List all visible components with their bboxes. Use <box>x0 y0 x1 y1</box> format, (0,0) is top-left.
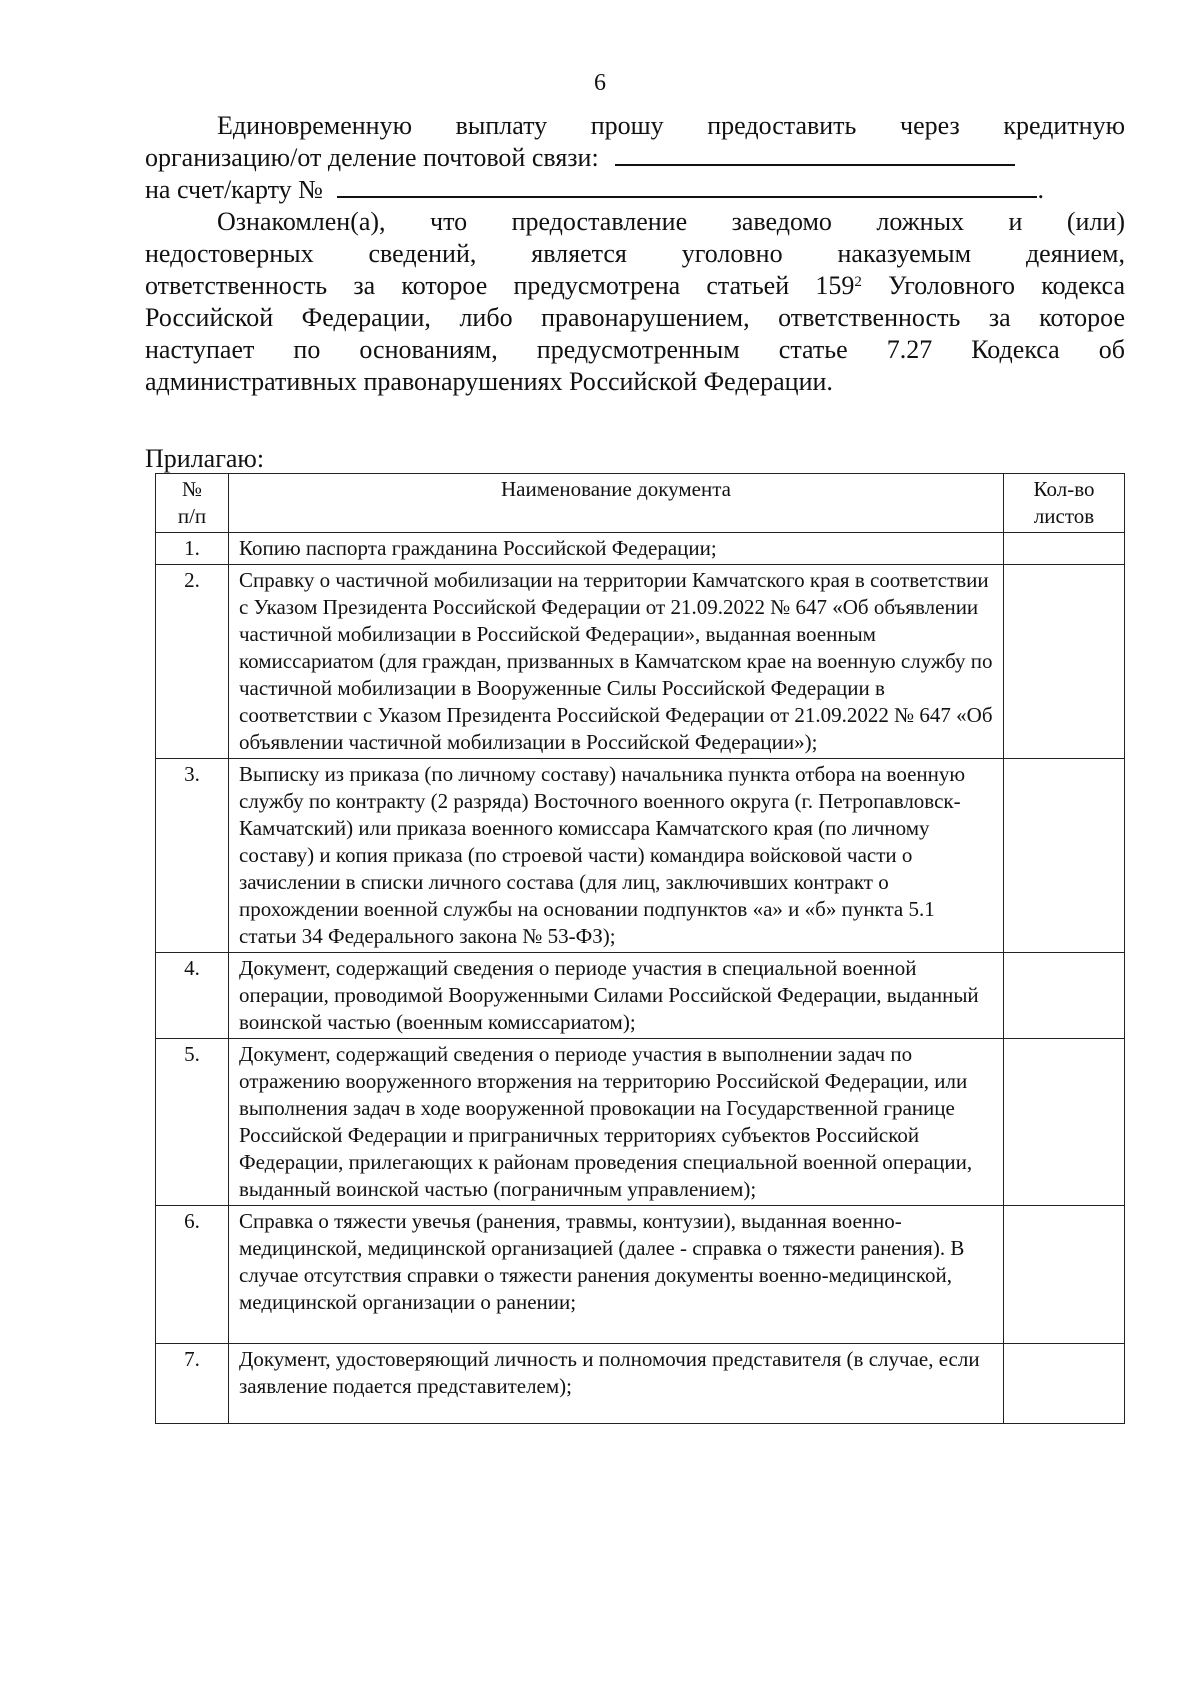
ack-line-3 <box>145 270 1125 302</box>
payment-account-field[interactable] <box>337 174 1037 198</box>
row-sheet-count[interactable] <box>1004 1039 1125 1206</box>
row-document-name: Документ, содержащий сведения о периоде участия в выполнении задач по отражению вооруженного вторжения на территорию Российской Федерации, или выполнения задач в ходе вооруженной провокации на Государственной границе Российской Федерации и приграничных территориях субъектов Российской Федерации, прилегающих к районам проведения специальной военной операции, выданный воинской частью (пограничным управлением); <box>229 1039 1004 1206</box>
table-row <box>156 1206 1125 1344</box>
payment-line-1: Единовременную выплату прошу предоставить через кредитную <box>217 111 1125 140</box>
table-row <box>156 953 1125 1039</box>
header-qty-line-1: Кол-во <box>1033 477 1095 501</box>
row-sheet-count[interactable] <box>1004 533 1125 565</box>
table-row <box>156 565 1125 759</box>
row-number: 6. <box>156 1206 229 1344</box>
row-document-name: Копию паспорта гражданина Российской Федерации; <box>229 533 1004 565</box>
row-document-name: Справка о тяжести увечья (ранения, травмы, контузии), выданная военно-медицинской, медицинской организацией (далее - справка о тяжести ранения). В случае отсутствия справки о тяжести ранения документы военно-медицинской, медицинской организации о ранении; <box>229 1206 1004 1344</box>
table-row <box>156 1344 1125 1424</box>
row-sheet-count[interactable] <box>1004 1206 1125 1344</box>
header-qty <box>1004 474 1125 533</box>
payment-paragraph <box>145 110 1125 206</box>
row-sheet-count[interactable] <box>1004 1344 1125 1424</box>
row-number: 4. <box>156 953 229 1039</box>
table-row <box>156 759 1125 953</box>
table-row <box>156 1039 1125 1206</box>
row-sheet-count[interactable] <box>1004 759 1125 953</box>
row-number: 5. <box>156 1039 229 1206</box>
payment-account-label: на счет/карту № <box>145 175 323 204</box>
ack-article-superscript: 2 <box>854 274 862 290</box>
row-number: 1. <box>156 533 229 565</box>
row-number: 7. <box>156 1344 229 1424</box>
payment-line-3 <box>145 174 1125 206</box>
row-sheet-count[interactable] <box>1004 565 1125 759</box>
attachments-table <box>155 473 1125 1424</box>
header-num <box>156 474 229 533</box>
page-number: 6 <box>594 70 606 96</box>
row-sheet-count[interactable] <box>1004 953 1125 1039</box>
table-row <box>156 533 1125 565</box>
row-number: 2. <box>156 565 229 759</box>
payment-org-field[interactable] <box>615 142 1015 166</box>
ack-line-3-start: ответственность за которое предусмотрена статьей 159 <box>145 271 855 300</box>
ack-line-4: Российской Федерации, либо правонарушением, ответственность за которое <box>145 303 1125 332</box>
row-document-name: Документ, удостоверяющий личность и полномочия представителя (в случае, если заявление подается представителем); <box>229 1344 1004 1424</box>
ack-line-2: недостоверных сведений, является уголовно наказуемым деянием, <box>145 239 1125 268</box>
attachments-label: Прилагаю: <box>145 444 265 473</box>
table-header-row <box>156 474 1125 533</box>
ack-line-6: административных правонарушениях Российской Федерации. <box>145 367 833 396</box>
payment-org-label: организацию/от деление почтовой связи: <box>145 143 599 172</box>
ack-line-5: наступает по основаниям, предусмотренным статье 7.27 Кодекса об <box>145 335 1125 364</box>
header-num-line-2: п/п <box>177 504 207 528</box>
header-name: Наименование документа <box>229 474 1004 533</box>
payment-account-end: . <box>1037 175 1044 204</box>
row-document-name: Документ, содержащий сведения о периоде участия в специальной военной операции, проводимой Вооруженными Силами Российской Федерации, выданный воинской частью (военным комиссариатом); <box>229 953 1004 1039</box>
ack-line-3-end: Уголовного кодекса <box>861 271 1125 300</box>
header-num-line-1: № <box>181 477 203 501</box>
row-document-name: Выписку из приказа (по личному составу) начальника пункта отбора на военную службу по контракту (2 разряда) Восточного военного округа (г. Петропавловск-Камчатский) или приказа военного комиссара Камчатского края (по личному составу) и копия приказа (по строевой части) командира войсковой части о зачислении в списки личного состава (для лиц, заключивших контракт о прохождении военной службы на основании подпунктов «а» и «б» пункта 5.1 статьи 34 Федерального закона № 53-ФЗ); <box>229 759 1004 953</box>
header-qty-line-2: листов <box>1033 504 1095 528</box>
row-number: 3. <box>156 759 229 953</box>
row-document-name: Справку о частичной мобилизации на территории Камчатского края в соответствии с Указом Президента Российской Федерации от 21.09.2022 № 647 «Об объявлении частичной мобилизации в Российской Федерации», выданная военным комиссариатом (для граждан, призванных в Камчатском крае на военную службу по частичной мобилизации в Вооруженные Силы Российской Федерации в соответствии с Указом Президента Российской Федерации от 21.09.2022 № 647 «Об объявлении частичной мобилизации в Российской Федерации»); <box>229 565 1004 759</box>
ack-line-1: Ознакомлен(а), что предоставление заведомо ложных и (или) <box>217 207 1125 236</box>
acknowledgement-paragraph <box>145 206 1125 398</box>
payment-line-2 <box>145 142 1125 174</box>
